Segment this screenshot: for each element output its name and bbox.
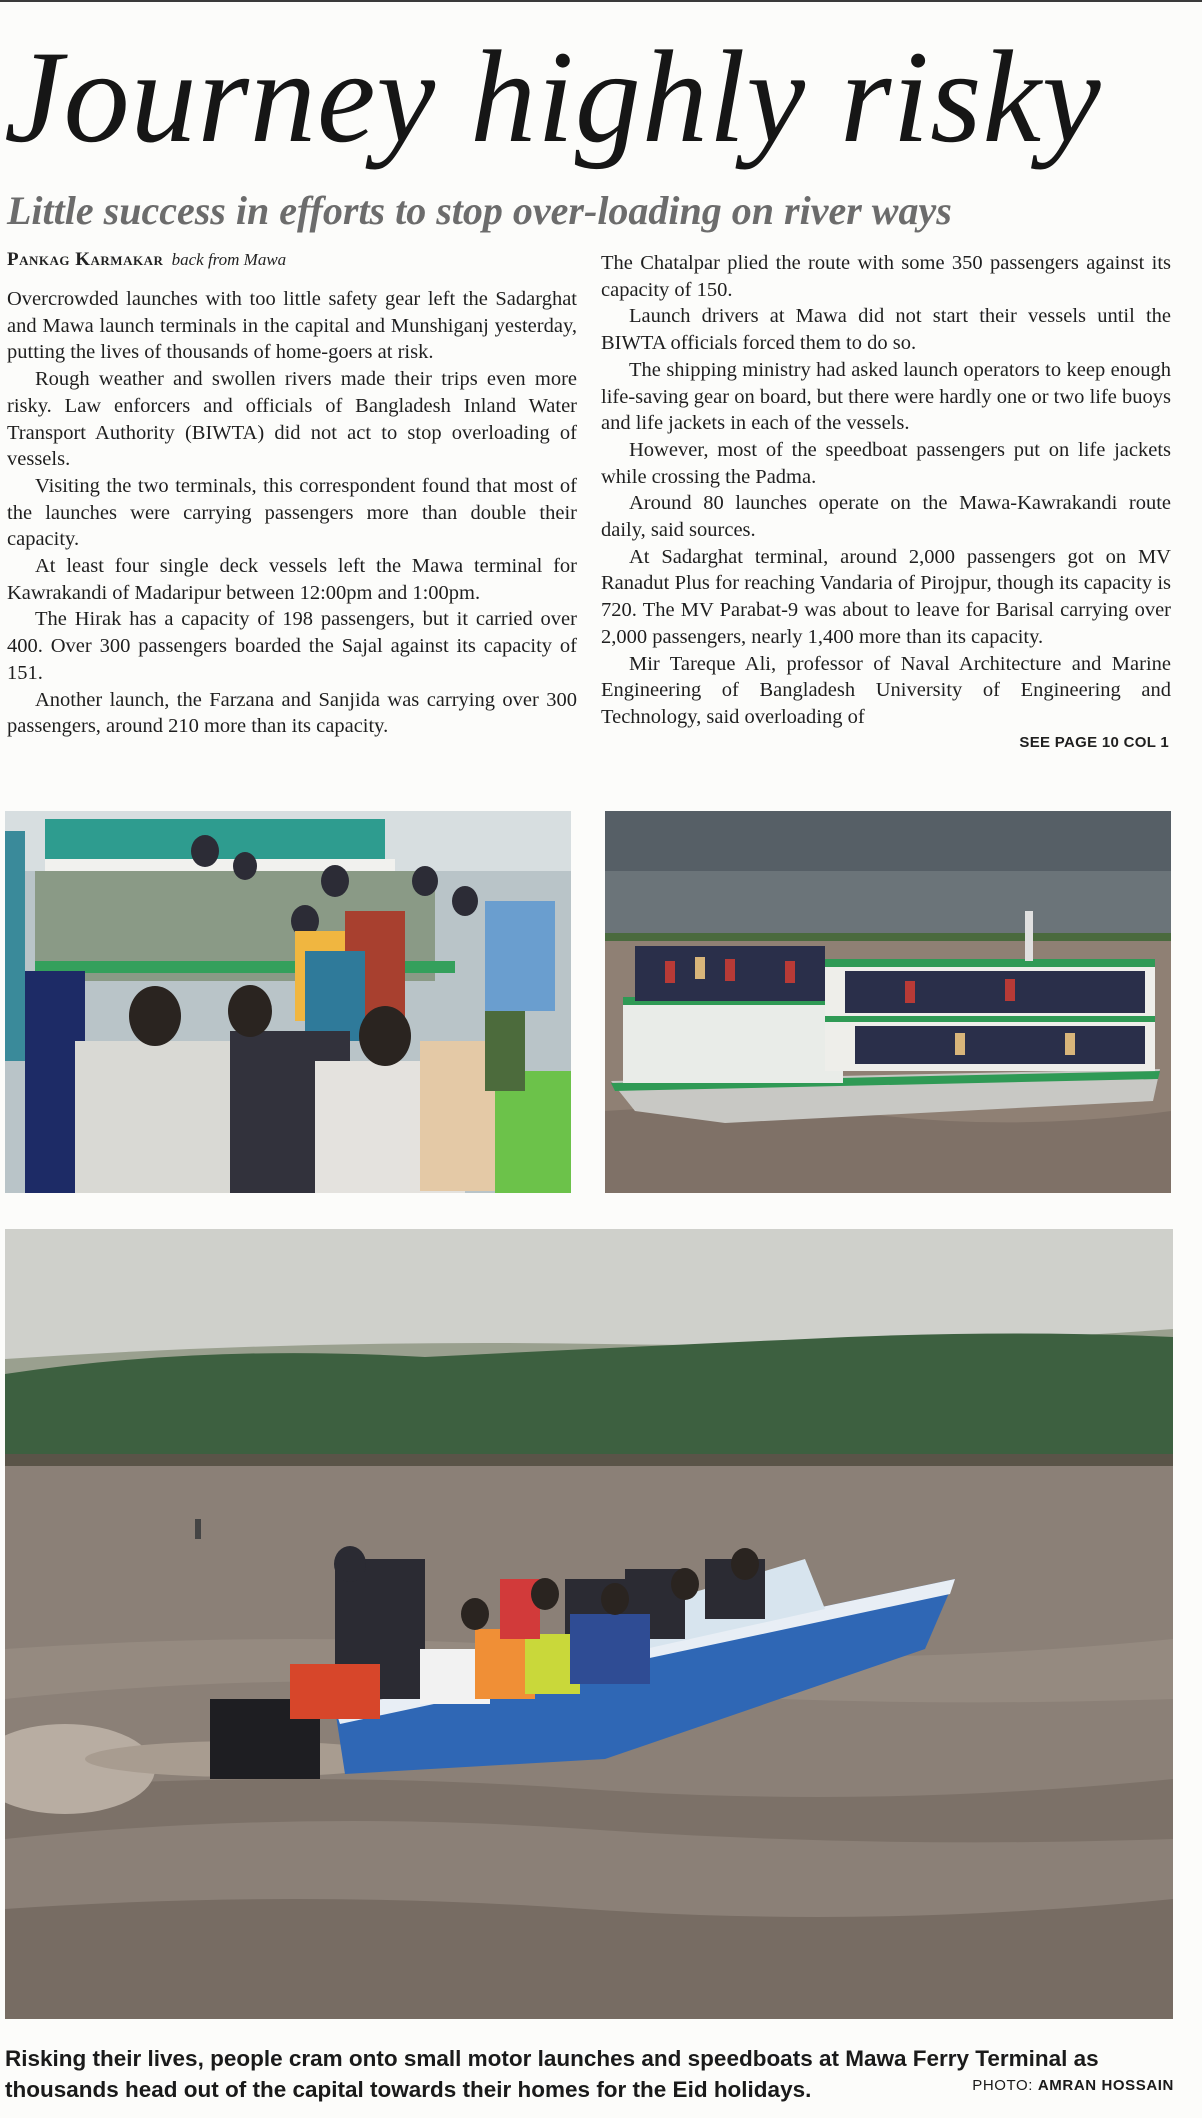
photo-caption: Risking their lives, people cram onto small motor launches and speedboats at Mawa Ferry Terminal as thousands head out of the capital towards their homes for the Eid holidays. [5,2046,1099,2102]
byline-name: Pankag Karmakar [7,249,164,270]
article-column-left [7,250,577,740]
photo-crowd-boarding [5,811,571,1193]
top-rule [0,0,1202,2]
photo-crowd-boarding-image [5,811,571,1193]
paragraph: The shipping ministry had asked launch operators to keep enough life-saving gear on board, but there were hardly one or two life buoys and life jackets in each of the vessels. [601,358,1171,435]
photo-credit-label: PHOTO: [972,2077,1034,2094]
photo-speedboat-image [5,1229,1173,2019]
paragraph: Mir Tareque Ali, professor of Naval Architecture and Marine Engineering of Bangladesh University of Engineering and Technology, said overloading of [601,652,1171,728]
paragraph: Visiting the two terminals, this correspondent found that most of the launches were carrying passengers more than double their capacity. [7,474,577,551]
photo-overloaded-launch-image [605,811,1171,1193]
paragraph: At Sadarghat terminal, around 2,000 passengers got on MV Ranadut Plus for reaching Vandaria of Pirojpur, though its capacity is 720. The MV Parabat-9 was about to leave for Barisal carrying over 2,000 passengers, nearly 1,400 more than its capacity. [601,545,1171,648]
paragraph: The Chatalpar plied the route with some 350 passengers against its capacity of 150. [601,252,1171,301]
byline-location: back from Mawa [171,250,287,269]
paragraph: Another launch, the Farzana and Sanjida was carrying over 300 passengers, around 210 more than its capacity. [7,688,577,738]
article-column-right [601,250,1171,753]
paragraph: However, most of the speedboat passengers put on life jackets while crossing the Padma. [601,438,1171,488]
photo-credit-name: AMRAN HOSSAIN [1037,2077,1174,2094]
paragraph: The Hirak has a capacity of 198 passengers, but it carried over 400. Over 300 passengers boarded the Sajal against its capacity of 151. [7,608,577,684]
photo-speedboat [5,1229,1173,2019]
photo-overloaded-launch [605,811,1171,1193]
headline: Journey highly risky [4,23,1102,170]
paragraph: At least four single deck vessels left the Mawa terminal for Kawrakandi of Madaripur between 12:00pm and 1:00pm. [7,555,577,604]
paragraph: Overcrowded launches with too little safety gear left the Sadarghat and Mawa launch terminals in the capital and Munshiganj yesterday, putting the lives of thousands of home-goers at risk. [7,288,577,364]
paragraph: Around 80 launches operate on the Mawa-Kawrakandi route daily, said sources. [601,492,1171,542]
paragraph: Rough weather and swollen rivers made their trips even more risky. Law enforcers and officials of Bangladesh Inland Water Transport Authority (BIWTA) did not act to stop overloading of vessels. [7,368,577,471]
subheadline: Little success in efforts to stop over-loading on river ways [7,188,952,233]
byline [7,250,577,270]
photo-credit [972,2077,1174,2094]
jump-line: SEE PAGE 10 COL 1 [1019,733,1169,751]
paragraph: Launch drivers at Mawa did not start their vessels until the BIWTA officials forced them to do so. [601,305,1171,355]
